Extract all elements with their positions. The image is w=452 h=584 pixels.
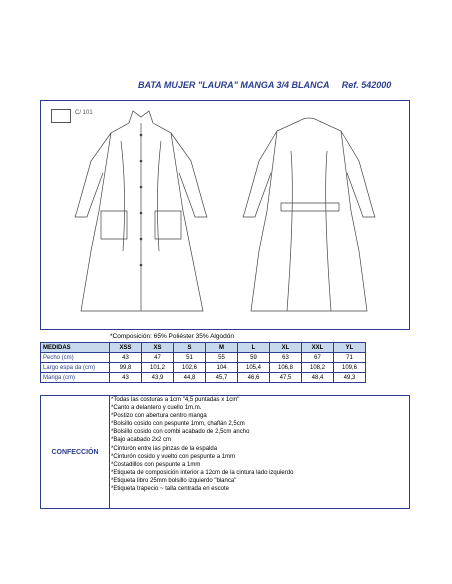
table-cell: 55 [206, 353, 238, 363]
table-cell: 51 [174, 353, 206, 363]
table-cell: 44,8 [174, 373, 206, 383]
front-view-sketch [75, 111, 207, 311]
table-cell: 47,5 [270, 373, 302, 383]
size-table [40, 342, 366, 383]
list-item: *Postizo con abertura centro manga [111, 413, 207, 420]
table-cell: 109,6 [334, 363, 366, 373]
page-title [138, 80, 438, 90]
list-item: *Bajo acabado 2x2 cm [111, 437, 172, 444]
table-row [41, 373, 366, 383]
table-cell: 63 [270, 353, 302, 363]
table-cell: 99,8 [110, 363, 142, 373]
table-cell: 102,6 [174, 363, 206, 373]
table-row [41, 363, 366, 373]
list-item: *Costadillos con pespunte a 1mm [111, 461, 201, 468]
list-item: *Canto a delantero y cuello 1m.m. [111, 405, 202, 412]
size-header: XS [142, 343, 174, 353]
color-code: C/ 101 [75, 110, 93, 116]
list-item: *Bolsillo cosido con pespunte 1mm, chaflán 2,5cm [111, 421, 245, 428]
confection-panel [40, 395, 410, 509]
reference-number: Ref. 542000 [341, 80, 392, 90]
row-label: Manga (cm) [41, 373, 110, 383]
row-label: Pecho (cm) [41, 353, 110, 363]
list-item: *Etiqueta de composición interior a 12cm de la cintura lado izquierdo [111, 469, 294, 476]
size-header: L [238, 343, 270, 353]
table-cell: 105,4 [238, 363, 270, 373]
row-label: Largo espa da (cm) [41, 363, 110, 373]
confection-label: CONFECCIÓN [41, 396, 110, 508]
list-item: *Cinturón cosido y vuelto con pespunte a 1mm [111, 453, 236, 460]
list-item: *Etiqueta libro 25mm bolsillo izquierdo "blanca" [111, 477, 237, 484]
back-view-sketch [243, 118, 375, 311]
size-header: YL [334, 343, 366, 353]
table-cell: 101,2 [142, 363, 174, 373]
garment-title: BATA MUJER "LAURA" MANGA 3/4 BLANCA [138, 80, 330, 90]
table-cell: 106,8 [270, 363, 302, 373]
table-cell: 104 [206, 363, 238, 373]
technical-drawing-panel [40, 100, 410, 330]
size-header: M [206, 343, 238, 353]
table-cell: 43 [110, 373, 142, 383]
confection-list [111, 396, 293, 493]
table-cell: 67 [302, 353, 334, 363]
table-cell: 71 [334, 353, 366, 363]
table-row [41, 353, 366, 363]
measures-header: MEDIDAS [41, 343, 110, 353]
list-item: *Etiqueta trapecio ~ talla centrada en escote [111, 486, 229, 493]
composition-note: *Composición: 65% Poliéster 35% Algodón [110, 333, 234, 340]
table-cell: 43 [110, 353, 142, 363]
table-cell: 45,7 [206, 373, 238, 383]
table-cell: 108,2 [302, 363, 334, 373]
table-cell: 47 [142, 353, 174, 363]
table-cell: 48,4 [302, 373, 334, 383]
size-header: XL [270, 343, 302, 353]
table-cell: 59 [238, 353, 270, 363]
garment-sketch [41, 101, 409, 329]
size-header: XSS [110, 343, 142, 353]
size-header: S [174, 343, 206, 353]
list-item: *Bolsillo cosido con combi acabado de 2,5cm ancho [111, 429, 250, 436]
table-cell: 43,9 [142, 373, 174, 383]
size-header-row [41, 343, 366, 353]
size-header: XXL [302, 343, 334, 353]
list-item: *Cinturón entre las pinzas de la espalda [111, 445, 218, 452]
table-cell: 49,3 [334, 373, 366, 383]
table-cell: 46,6 [238, 373, 270, 383]
list-item: *Todas las costuras a 1cm "4,5 puntadas x 1cm" [111, 397, 240, 403]
